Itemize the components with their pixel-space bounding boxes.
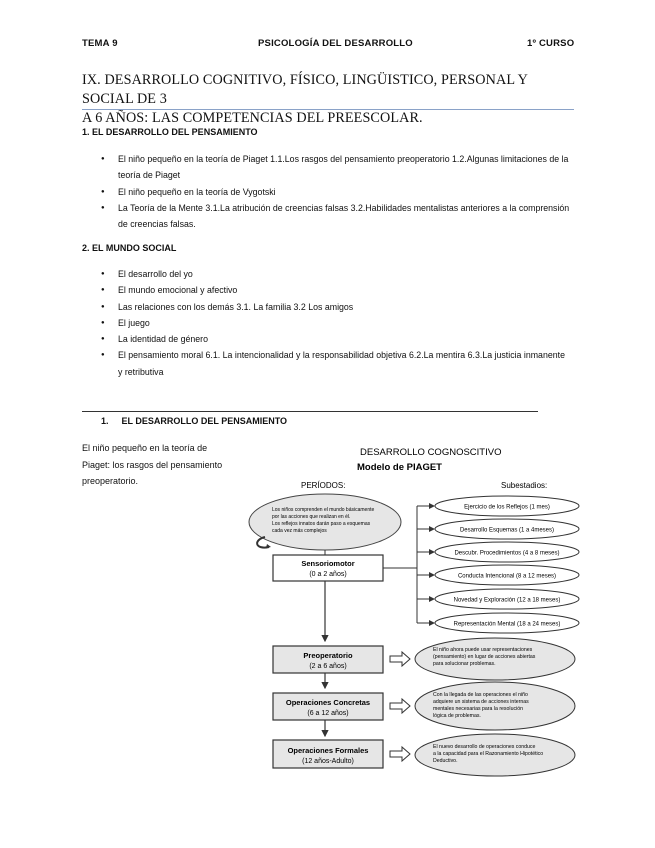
substage-label: Representación Mental (18 a 24 meses): [453, 621, 561, 628]
list-item: ● El mundo emocional y afectivo: [101, 282, 571, 298]
substage-label: Descubr. Procedimientos (4 a 8 meses): [454, 550, 560, 557]
title-divider: [82, 109, 574, 110]
section3-divider: [82, 411, 538, 412]
piaget-diagram: [245, 440, 590, 780]
title-line-1: IX. DESARROLLO COGNITIVO, FÍSICO, LINGÜISTICO, PERSONAL Y SOCIAL DE 3: [82, 72, 528, 107]
section1-list: [101, 151, 571, 232]
double-arrow-icon: [390, 747, 410, 761]
side-paragraph: El niño pequeño en la teoría de Piaget: los rasgos del pensamiento preoperatorio.: [82, 443, 223, 486]
list-item: ● El desarrollo del yo: [101, 266, 571, 282]
section3-heading: [101, 416, 287, 426]
stage-age: (12 años-Adulto): [302, 758, 354, 765]
stage-age: (0 a 2 años): [309, 571, 347, 578]
intro-note-text: Los niños comprenden el mundo básicamente por las acciones que realizan en él. Los reflejos innatos darán paso a esquemas cada vez más complejos: [272, 507, 375, 534]
list-item: ● El niño pequeño en la teoría de Vygotski: [101, 184, 571, 200]
note-text: Con la llegada de las operaciones el niño adquiere un sistema de acciones internas mentales necesarias para la resolución lógica de problemas.: [433, 692, 529, 719]
header-center: PSICOLOGÍA DEL DESARROLLO: [258, 38, 413, 49]
double-arrow-icon: [390, 652, 410, 666]
stage-name: Operaciones Concretas: [285, 698, 371, 707]
note-text: El niño ahora puede usar representaciones (pensamiento) en lugar de acciones abiertas para solucionar problemas.: [433, 647, 536, 667]
double-arrow-icon: [390, 699, 410, 713]
stage-name: Preoperatorio: [303, 651, 353, 660]
section3-number: 1.: [101, 416, 109, 426]
list-item: ● La identidad de género: [101, 331, 571, 347]
stage-name: Sensoriomotor: [301, 559, 355, 568]
stage-age: (2 a 6 años): [309, 663, 347, 670]
periods-label: PERÍODOS:: [301, 481, 346, 490]
substages-label: Subestadios:: [501, 481, 548, 490]
section1-heading: 1. EL DESARROLLO DEL PENSAMIENTO: [82, 127, 258, 137]
header-left: TEMA 9: [82, 38, 118, 49]
section2-heading: 2. EL MUNDO SOCIAL: [82, 243, 177, 253]
list-item: ● El niño pequeño en la teoría de Piaget 1.1.Los rasgos del pensamiento preoperatorio 1.2.Algunas limitaciones de la teoría de Piaget: [101, 151, 571, 184]
stage-age: (6 a 12 años): [307, 710, 349, 717]
page-title: [82, 71, 577, 128]
header-right: 1º CURSO: [527, 38, 575, 49]
list-item: ● La Teoría de la Mente 3.1.La atribución de creencias falsas 3.2.Habilidades mentalistas anteriores a la comprensión de creencias falsas.: [101, 200, 571, 233]
title-line-2: A 6 AÑOS: LAS COMPETENCIAS DEL PREESCOLAR.: [82, 110, 423, 126]
diagram-title: DESARROLLO COGNOSCITIVO: [360, 447, 502, 458]
loop-arrowhead-icon: [266, 544, 271, 548]
list-item: ● El juego: [101, 315, 571, 331]
list-item: ● El pensamiento moral 6.1. La intencionalidad y la responsabilidad objetiva 6.2.La mentira 6.3.La justicia inmanente y retributiva: [101, 347, 571, 380]
stage-name: Operaciones Formales: [287, 746, 369, 755]
substage-label: Desarrollo Esquemas (1 a 4meses): [459, 527, 555, 534]
diagram-subtitle: Modelo de PIAGET: [357, 462, 442, 473]
section3-title: EL DESARROLLO DEL PENSAMIENTO: [121, 416, 288, 426]
substage-label: Conducta Intencional (8 a 12 meses): [457, 573, 557, 580]
substage-label: Novedad y Exploración (12 a 18 meses): [453, 597, 561, 604]
list-item: ● Las relaciones con los demás 3.1. La familia 3.2 Los amigos: [101, 299, 571, 315]
section2-list: [101, 266, 571, 380]
substage-label: Ejercicio de los Reflejos (1 mes): [464, 504, 550, 511]
note-text: El nuevo desarrollo de operaciones conduce a la capacidad para el Razonamiento Hipotético Deductivo.: [433, 744, 544, 764]
